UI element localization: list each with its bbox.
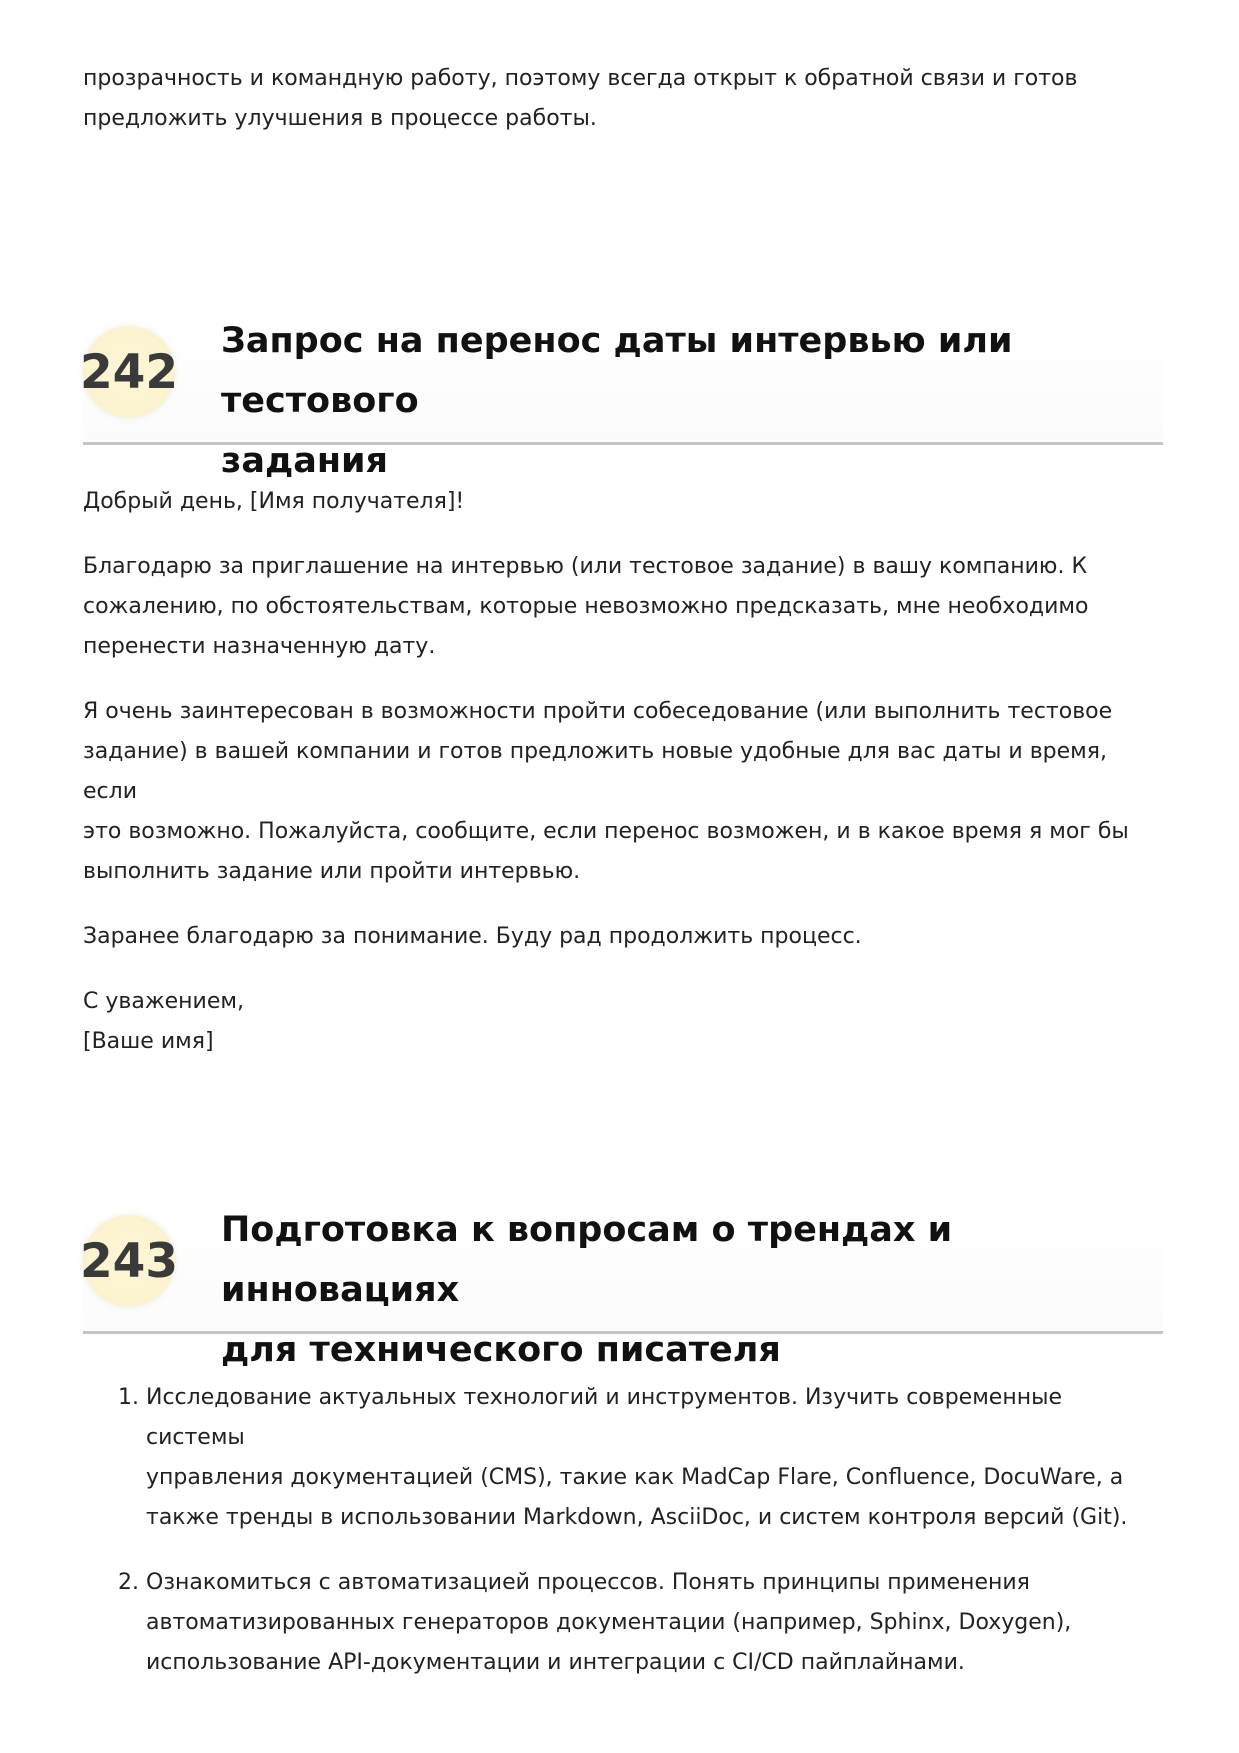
greeting: Добрый день, [Имя получателя]! [83, 489, 465, 514]
letter-paragraph-2-line-4: выполнить задание или пройти интервью. [83, 859, 581, 884]
intro-line-2: предложить улучшения в процессе работы. [83, 106, 597, 131]
list-item [118, 1563, 1163, 1683]
letter-paragraph-1-line-1: Благодарю за приглашение на интервью (или тестовое задание) в вашу компанию. К [83, 554, 1088, 579]
list-item-line-3: также тренды в использовании Markdown, AsciiDoc, и систем контроля версий (Git). [146, 1505, 1128, 1530]
section-243-list [83, 1378, 1163, 1708]
section-title-line-2: задания [221, 441, 389, 481]
letter-paragraph-3: Заранее благодарю за понимание. Буду рад продолжить процесс. [83, 924, 862, 949]
list-item [118, 1378, 1163, 1538]
letter-paragraph-2-line-2: задание) в вашей компании и готов предложить новые удобные для вас даты и время, если [83, 739, 1107, 804]
list-item-line-1: Исследование актуальных технологий и инструментов. Изучить современные системы [146, 1385, 1063, 1450]
section-242-header [79, 306, 1163, 481]
signature-text: [Ваше имя] [83, 1029, 214, 1054]
section-243-header [79, 1195, 1163, 1370]
letter-paragraph-2-line-1: Я очень заинтересован в возможности пройти собеседование (или выполнить тестовое [83, 699, 1113, 724]
letter-paragraph-2 [83, 692, 1163, 892]
section-242-body [83, 482, 1163, 1062]
section-title-line-1: Запрос на перенос даты интервью или тестового [221, 321, 1013, 421]
closing-text: С уважением, [83, 989, 244, 1014]
section-title-line-1: Подготовка к вопросам о трендах и инновациях [221, 1210, 953, 1310]
section-title-line-2: для технического писателя [221, 1330, 781, 1370]
section-number-badge: 242 [83, 326, 175, 418]
intro-text [83, 59, 1163, 139]
list-item-line-2: автоматизированных генераторов документации (например, Sphinx, Doxygen), [146, 1610, 1072, 1635]
letter-closing [83, 982, 1163, 1062]
section-number-badge: 243 [83, 1215, 175, 1307]
letter-paragraph-1-line-3: перенести назначенную дату. [83, 634, 436, 659]
intro-paragraph [83, 59, 1163, 139]
list-item-line-2: управления документацией (CMS), такие как MadCap Flare, Confluence, DocuWare, а [146, 1465, 1124, 1490]
list-item-number: 2. [118, 1570, 139, 1595]
list-item-line-1: Ознакомиться с автоматизацией процессов. Понять принципы применения [146, 1570, 1030, 1595]
list-item-number: 1. [118, 1385, 139, 1410]
intro-line-1: прозрачность и командную работу, поэтому всегда открыт к обратной связи и готов [83, 66, 1078, 91]
letter-paragraph-1 [83, 547, 1163, 667]
section-title [221, 311, 1151, 491]
list-item-line-3: использование API-документации и интеграции с CI/CD пайплайнами. [146, 1650, 965, 1675]
letter-paragraph-2-line-3: это возможно. Пожалуйста, сообщите, если перенос возможен, и в какое время я мог бы [83, 819, 1129, 844]
section-title [221, 1200, 1151, 1380]
letter-paragraph-1-line-2: сожалению, по обстоятельствам, которые невозможно предсказать, мне необходимо [83, 594, 1089, 619]
